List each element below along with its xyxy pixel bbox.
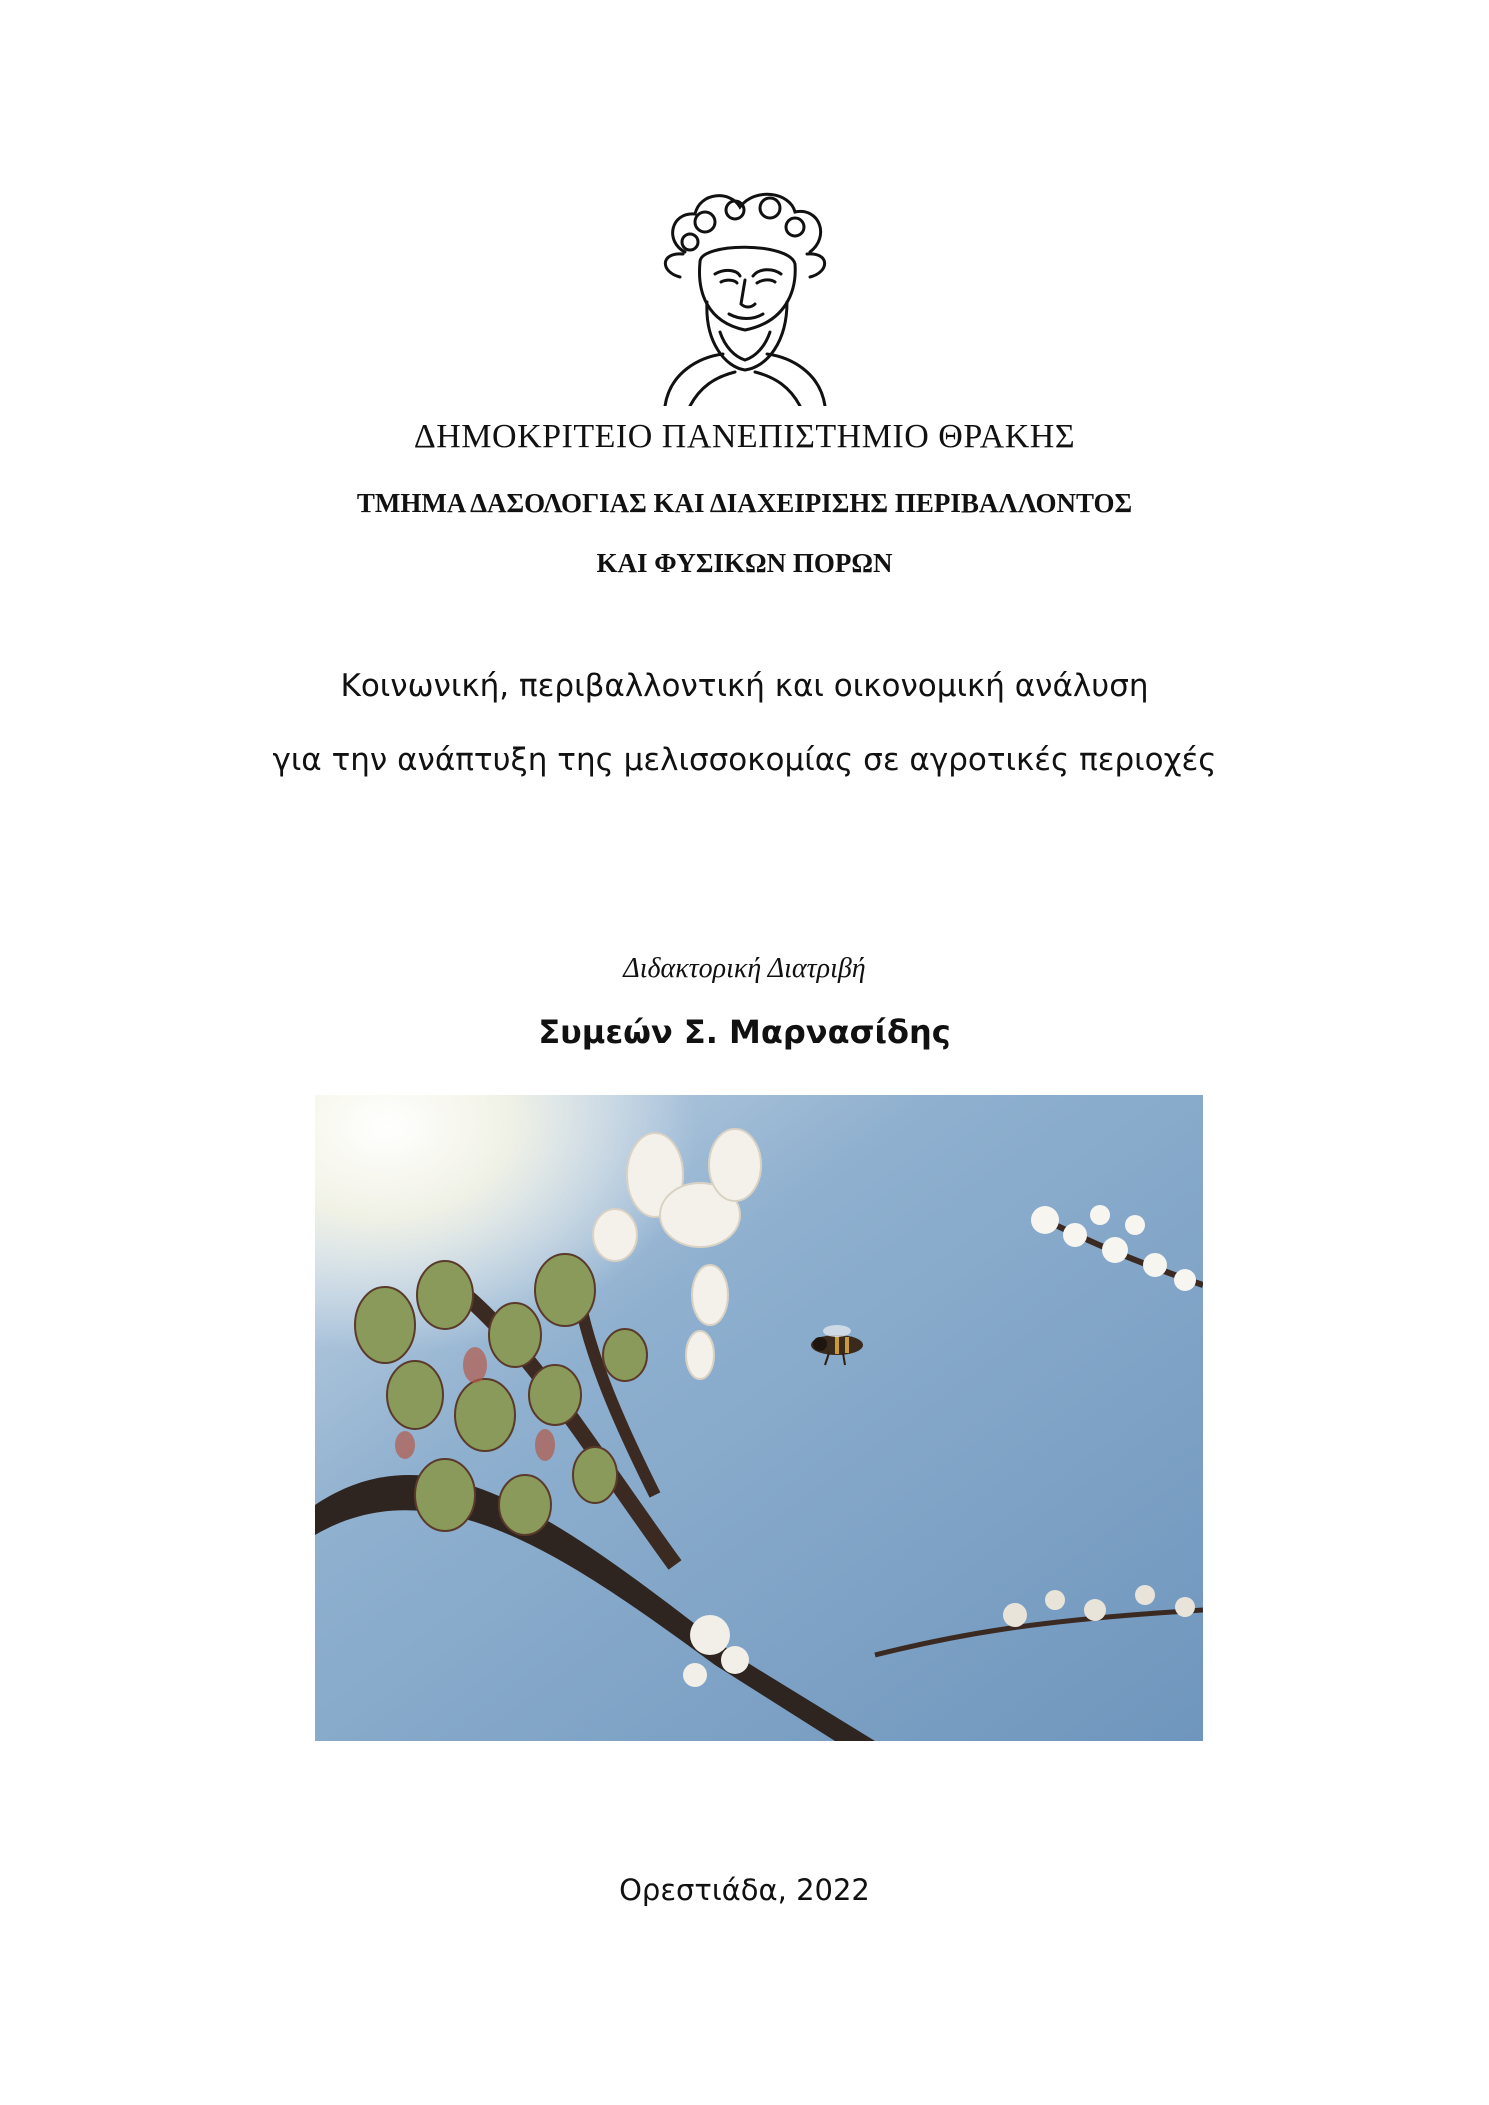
university-logo	[645, 182, 845, 406]
author-name: Συμεών Σ. Μαρνασίδης	[538, 1013, 951, 1051]
cover-photo	[315, 1095, 1203, 1741]
thesis-title-line-2: για την ανάπτυξη της μελισσοκομίας σε αγροτικές περιοχές	[272, 742, 1217, 778]
thesis-title-line-1: Κοινωνική, περιβαλλοντική και οικονομική ανάλυση	[340, 668, 1149, 704]
place-and-year: Ορεστιάδα, 2022	[619, 1873, 870, 1907]
department-line-1: ΤΜΗΜΑ ΔΑΣΟΛΟΓΙΑΣ ΚΑΙ ΔΙΑΧΕΙΡΙΣΗΣ ΠΕΡΙΒΑΛΛΟΝΤΟΣ	[356, 488, 1133, 518]
document-type: Διδακτορική Διατριβή	[623, 953, 866, 984]
university-name: ΔΗΜΟΚΡΙΤΕΙΟ ΠΑΝΕΠΙΣΤΗΜΙΟ ΘΡΑΚΗΣ	[413, 418, 1076, 455]
department-line-2: ΚΑΙ ΦΥΣΙΚΩΝ ΠΟΡΩΝ	[596, 548, 893, 578]
